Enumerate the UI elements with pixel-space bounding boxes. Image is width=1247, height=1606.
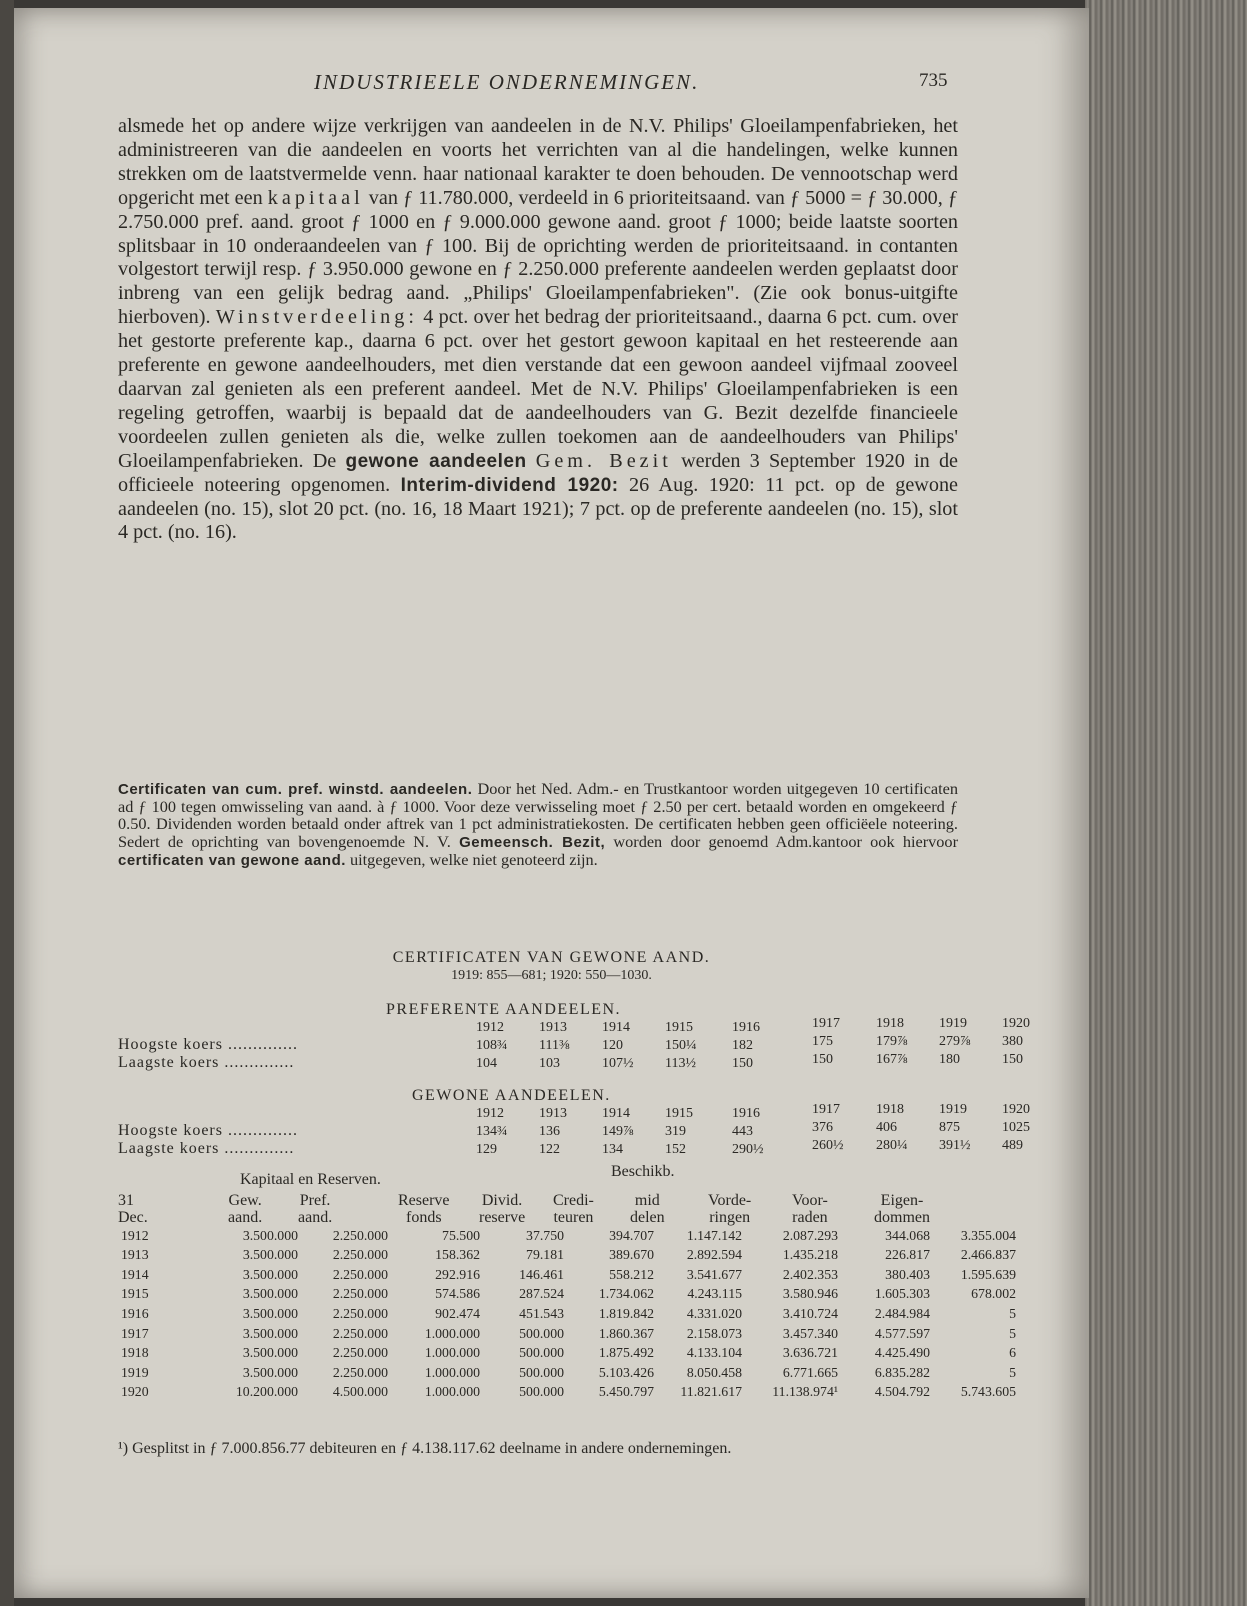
table-cell: 4.425.490 — [874, 1345, 930, 1361]
table-cell: 2.892.594 — [686, 1247, 742, 1263]
table-cell: 1918 — [121, 1345, 149, 1361]
gewone-laagste-value: 122 — [539, 1142, 560, 1157]
cert-gewone-range: 1919: 855—681; 1920: 550—1030. — [451, 968, 652, 983]
table-cell: 6 — [1009, 1345, 1016, 1361]
table-cell: 3.457.340 — [782, 1325, 838, 1341]
fin-col-header: 31 Dec. — [118, 1192, 148, 1226]
table-cell: 344.068 — [885, 1227, 930, 1243]
table-cell: 1915 — [121, 1286, 149, 1302]
page-edges — [1085, 0, 1247, 1606]
table-cell: 292.916 — [435, 1266, 480, 1282]
table-cell: 8.050.458 — [686, 1364, 742, 1380]
table-cell: 226.817 — [885, 1247, 930, 1263]
gewone-year-1915: 1915 — [665, 1106, 693, 1121]
pref-laagste-value: 104 — [476, 1056, 497, 1071]
cert-gewone-title: CERTIFICATEN VAN GEWONE AAND. — [392, 949, 711, 966]
pref-year-1920: 1920 — [1002, 1016, 1030, 1031]
table-cell: 10.200.000 — [235, 1384, 298, 1400]
gewone-hoogste-value: 136 — [539, 1124, 560, 1139]
table-cell: 4.500.000 — [332, 1384, 388, 1400]
table-cell: 1.435.218 — [782, 1247, 838, 1263]
table-cell: 2.250.000 — [332, 1305, 388, 1321]
table-cell: 1916 — [121, 1305, 149, 1321]
table-cell: 1912 — [121, 1227, 149, 1243]
table-cell: 394.707 — [609, 1227, 654, 1243]
table-cell: 1.875.492 — [598, 1345, 654, 1361]
table-cell: 2.466.837 — [960, 1247, 1016, 1263]
gewone-year-1920: 1920 — [1002, 1102, 1030, 1117]
gewone-year-1918: 1918 — [876, 1102, 904, 1117]
gewone-year-1914: 1914 — [602, 1106, 630, 1121]
table-cell: 1.000.000 — [424, 1345, 480, 1361]
spaced-term: kapitaal — [267, 186, 364, 209]
table-cell: 2.402.353 — [782, 1266, 838, 1282]
table-cell: 5.450.797 — [598, 1384, 654, 1400]
gewone-hoogste-value: 376 — [812, 1120, 833, 1135]
gewone-year-1912: 1912 — [476, 1106, 504, 1121]
text-run: uitgegeven, welke niet genoteerd zijn. — [349, 849, 598, 869]
table-row — [118, 1361, 1019, 1381]
book-spine — [0, 0, 14, 1606]
table-cell: 1.819.842 — [598, 1305, 654, 1321]
fin-col-header: Credi- teuren — [553, 1192, 594, 1226]
table-cell: 1919 — [121, 1364, 149, 1380]
table-cell: 158.362 — [435, 1247, 480, 1263]
table-cell: 3.541.677 — [686, 1266, 742, 1282]
table-cell: 5 — [1009, 1325, 1016, 1341]
pref-year-1917: 1917 — [812, 1016, 840, 1031]
gewone-hoogste-value: 319 — [665, 1124, 686, 1139]
running-title: INDUSTRIEELE ONDERNEMINGEN. — [314, 70, 700, 94]
table-cell: 3.500.000 — [242, 1286, 298, 1302]
footnote: ¹) Gesplitst in ƒ 7.000.856.77 debiteuren en ƒ 4.138.117.62 deelname in andere ondernemingen. — [118, 1440, 732, 1457]
fin-col-header: Divid. reserve — [479, 1192, 526, 1226]
gewone-hoogste-label: Hoogste koers .............. — [118, 1122, 298, 1139]
spaced-term: Gem. Bezit — [535, 449, 672, 472]
text-run: 4 pct. over het bedrag der prioriteitsaand., daarna 6 pct. cum. over het gestorte preferente kap., daarna 6 pct. over het gestort gewoon kapitaal en het resteerende aan preferente en gewone aandeelhouders, met dien verstande dat een gewoon aandeel vijfmaal zooveel daarvan zal genieten als een preferent aandeel. Met de N.V. Philips' Gloeilampenfabrieken is een regeling getroffen, waarbij is bepaald dat de aandeelhouders van G. Bezit dezelfde financieele voordeelen zullen genieten als die, welke zullen toekomen aan de aandeelhouders van Philips' Gloeilampenfabrieken. De — [118, 306, 959, 472]
table-cell: 3.500.000 — [242, 1227, 298, 1243]
table-cell: 2.158.073 — [686, 1325, 742, 1341]
table-cell: 1.147.142 — [686, 1227, 742, 1243]
bold-term: gewone aandeelen — [345, 450, 527, 472]
certificates-paragraph — [118, 780, 958, 869]
pref-hoogste-value: 380 — [1002, 1034, 1023, 1049]
table-cell: 5.743.605 — [960, 1384, 1016, 1400]
table-cell: 4.504.792 — [874, 1384, 930, 1400]
table-cell: 2.250.000 — [332, 1227, 388, 1243]
gewone-hoogste-value: 134¾ — [476, 1124, 508, 1139]
gewone-laagste-value: 134 — [602, 1142, 623, 1157]
table-row — [118, 1322, 1019, 1342]
table-row — [118, 1224, 1019, 1244]
text-run: worden door genoemd Adm.kantoor ook hiervoor — [613, 831, 958, 851]
fin-col-header: Voor- raden — [792, 1192, 828, 1226]
pref-year-1914: 1914 — [602, 1020, 630, 1035]
table-cell: 902.474 — [435, 1305, 480, 1321]
table-cell: 3.410.724 — [782, 1305, 838, 1321]
table-cell: 500.000 — [519, 1364, 564, 1380]
gewone-laagste-value: 280¼ — [876, 1138, 908, 1153]
running-header — [14, 70, 1089, 96]
table-row — [118, 1263, 1019, 1283]
main-paragraph — [118, 115, 958, 545]
pref-hoogste-value: 182 — [732, 1038, 753, 1053]
kapitaal-reserven-head: Kapitaal en Reserven. — [240, 1171, 381, 1188]
fin-col-header: mid delen — [630, 1192, 665, 1226]
pref-laagste-value: 180 — [939, 1052, 960, 1067]
bold-term: Interim-dividend 1920: — [400, 474, 619, 496]
beschikb-head: Beschikb. — [611, 1163, 675, 1180]
table-cell: 4.243.115 — [687, 1286, 742, 1302]
gewone-year-1919: 1919 — [939, 1102, 967, 1117]
fin-col-header: Reserve fonds — [398, 1192, 450, 1226]
bold-term: Gemeensch. Bezit, — [459, 833, 606, 851]
table-cell: 500.000 — [519, 1325, 564, 1341]
table-cell: 380.403 — [885, 1266, 930, 1282]
pref-year-1915: 1915 — [665, 1020, 693, 1035]
pref-hoogste-value: 175 — [812, 1034, 833, 1049]
table-cell: 6.771.665 — [782, 1364, 838, 1380]
table-row — [118, 1283, 1019, 1303]
table-cell: 1.000.000 — [424, 1384, 480, 1400]
section-heading: Certificaten van cum. pref. winstd. aandeelen. — [118, 781, 473, 798]
pref-laagste-value: 103 — [539, 1056, 560, 1071]
page-number: 735 — [919, 70, 948, 91]
table-cell: 2.087.293 — [782, 1227, 838, 1243]
table-cell: 1.860.367 — [598, 1325, 654, 1341]
pref-hoogste-label: Hoogste koers .............. — [118, 1036, 298, 1053]
table-cell: 287.524 — [519, 1286, 564, 1302]
table-row — [118, 1302, 1019, 1322]
table-cell: 11.138.974¹ — [772, 1384, 838, 1400]
table-cell: 5 — [1009, 1305, 1016, 1321]
gewone-year-1916: 1916 — [732, 1106, 760, 1121]
table-cell: 1.595.639 — [960, 1266, 1016, 1282]
table-cell: 1914 — [121, 1266, 149, 1282]
table-cell: 2.250.000 — [332, 1266, 388, 1282]
pref-laagste-value: 150 — [812, 1052, 833, 1067]
table-cell: 500.000 — [519, 1384, 564, 1400]
gewone-year-1913: 1913 — [539, 1106, 567, 1121]
table-cell: 1917 — [121, 1325, 149, 1341]
pref-hoogste-value: 111⅜ — [539, 1038, 570, 1053]
table-cell: 4.577.597 — [874, 1325, 930, 1341]
financial-table — [118, 1224, 1019, 1400]
book-page — [14, 8, 1089, 1598]
table-cell: 11.821.617 — [680, 1384, 742, 1400]
table-cell: 2.250.000 — [332, 1364, 388, 1380]
table-cell: 79.181 — [526, 1247, 564, 1263]
pref-hoogste-value: 179⅞ — [876, 1034, 908, 1049]
gewone-laagste-value: 391½ — [939, 1138, 971, 1153]
table-cell: 389.670 — [609, 1247, 654, 1263]
table-cell: 3.500.000 — [242, 1364, 298, 1380]
table-cell: 451.543 — [519, 1305, 564, 1321]
gewone-laagste-value: 489 — [1002, 1138, 1023, 1153]
table-cell: 2.250.000 — [332, 1286, 388, 1302]
pref-laagste-value: 167⅞ — [876, 1052, 908, 1067]
pref-year-1913: 1913 — [539, 1020, 567, 1035]
table-cell: 2.250.000 — [332, 1325, 388, 1341]
gewone-hoogste-value: 443 — [732, 1124, 753, 1139]
pref-laagste-value: 150 — [1002, 1052, 1023, 1067]
pref-hoogste-value: 279⅞ — [939, 1034, 971, 1049]
pref-year-1916: 1916 — [732, 1020, 760, 1035]
table-cell: 5.103.426 — [598, 1364, 654, 1380]
table-cell: 3.500.000 — [242, 1266, 298, 1282]
gewone-laagste-value: 129 — [476, 1142, 497, 1157]
pref-title: PREFERENTE AANDEELEN. — [386, 1001, 622, 1018]
table-cell: 2.484.984 — [874, 1305, 930, 1321]
pref-year-1919: 1919 — [939, 1016, 967, 1031]
table-cell: 6.835.282 — [874, 1364, 930, 1380]
pref-hoogste-value: 120 — [602, 1038, 623, 1053]
table-cell: 678.002 — [971, 1286, 1016, 1302]
table-cell: 1920 — [121, 1384, 149, 1400]
gewone-hoogste-value: 406 — [876, 1120, 897, 1135]
gewone-laagste-label: Laagste koers .............. — [118, 1140, 295, 1157]
pref-year-1912: 1912 — [476, 1020, 504, 1035]
gewone-laagste-value: 290½ — [732, 1142, 764, 1157]
table-cell: 1.000.000 — [424, 1325, 480, 1341]
table-cell: 3.355.004 — [960, 1227, 1016, 1243]
gewone-laagste-value: 260½ — [812, 1138, 844, 1153]
table-cell: 3.636.721 — [782, 1345, 838, 1361]
table-cell: 3.500.000 — [242, 1345, 298, 1361]
spaced-term: Winstverdeeling: — [215, 306, 418, 329]
text-run: van ƒ 11.780.000, verdeeld in 6 prioriteitsaand. van ƒ 5000 = ƒ 30.000, ƒ 2.750.000 pref. aand. groot ƒ 1000 en ƒ 9.000.000 gewone aand. groot ƒ 1000; beide laatste soorten splitsbaar in 10 onderaandeelen van ƒ 100. Bij de oprichting werden de prioriteitsaand. in contanten volgestort terwijl resp. ƒ 3.950.000 gewone en ƒ 2.250.000 preferente aandeelen werden geplaatst door inbreng van een gelijk bedrag aand. „Philips' Gloeilampenfabrieken". (Zie ook bonus-uitgifte hierboven). — [118, 186, 959, 329]
pref-hoogste-value: 108¾ — [476, 1038, 508, 1053]
table-cell: 3.500.000 — [242, 1305, 298, 1321]
table-cell: 3.500.000 — [242, 1247, 298, 1263]
fin-col-header: Gew. aand. — [228, 1192, 263, 1226]
fin-col-header: Vorde- ringen — [708, 1192, 752, 1226]
pref-laagste-value: 113½ — [665, 1056, 696, 1071]
bold-term: certificaten van gewone aand. — [118, 851, 346, 869]
table-cell: 37.750 — [526, 1227, 564, 1243]
pref-hoogste-value: 150¼ — [665, 1038, 697, 1053]
table-cell: 3.500.000 — [242, 1325, 298, 1341]
table-cell: 558.212 — [609, 1266, 654, 1282]
table-row — [118, 1244, 1019, 1264]
pref-laagste-value: 150 — [732, 1056, 753, 1071]
table-cell: 2.250.000 — [332, 1345, 388, 1361]
fin-col-header: Pref. aand. — [298, 1192, 333, 1226]
text-run: 26 Aug. 1920: 11 pct. op de gewone aandeelen (no. 15), slot 20 pct. (no. 16, 18 Maart 1921); 7 pct. op de preferente aandeelen (no. 15), slot 4 pct. (no. 16). — [118, 473, 959, 544]
pref-laagste-label: Laagste koers .............. — [118, 1054, 295, 1071]
pref-year-1918: 1918 — [876, 1016, 904, 1031]
table-cell: 1.605.303 — [874, 1286, 930, 1302]
table-cell: 1913 — [121, 1247, 149, 1263]
gewone-laagste-value: 152 — [665, 1142, 686, 1157]
text-run: alsmede het op andere wijze verkrijgen van aandeelen in de N.V. Philips' Gloeilampenfabrieken, het administreeren van die aandeelen en voorts het verrichten van al die handelingen, welke kunnen strekken om de laatstvermelde venn. haar nationaal karakter te doen behouden. De vennootschap werd opgericht met een — [118, 115, 958, 209]
text-run: werden 3 September 1920 in de officieele noteering opgenomen. — [118, 449, 958, 496]
table-cell: 500.000 — [519, 1345, 564, 1361]
text-run: Door het Ned. Adm.- en Trustkantoor worden uitgegeven 10 certificaten ad ƒ 100 tegen omwisseling van aand. à ƒ 1000. Voor deze verwisseling moet ƒ 2.50 per cert. betaald worden en omgekeerd ƒ 0.50. Dividenden worden betaald onder aftrek van 1 pct administratiekosten. De certificaten hebben geen officiëele noteering. Sedert de oprichting van bovengenoemde N. V. — [118, 779, 959, 851]
gewone-hoogste-value: 149⅞ — [602, 1124, 634, 1139]
table-cell: 2.250.000 — [332, 1247, 388, 1263]
pref-laagste-value: 107½ — [602, 1056, 634, 1071]
table-cell: 4.331.020 — [686, 1305, 742, 1321]
gewone-hoogste-value: 1025 — [1002, 1120, 1030, 1135]
table-cell: 75.500 — [442, 1227, 480, 1243]
table-row — [118, 1381, 1019, 1401]
table-row — [118, 1342, 1019, 1362]
gewone-title: GEWONE AANDEELEN. — [412, 1087, 611, 1104]
table-cell: 1.000.000 — [424, 1364, 480, 1380]
gewone-year-1917: 1917 — [812, 1102, 840, 1117]
table-cell: 3.580.946 — [782, 1286, 838, 1302]
fin-col-header: Eigen- dommen — [874, 1192, 930, 1226]
table-cell: 574.586 — [435, 1286, 480, 1302]
table-cell: 5 — [1009, 1364, 1016, 1380]
table-cell: 1.734.062 — [598, 1286, 654, 1302]
table-cell: 146.461 — [519, 1266, 564, 1282]
gewone-hoogste-value: 875 — [939, 1120, 960, 1135]
table-cell: 4.133.104 — [686, 1345, 742, 1361]
